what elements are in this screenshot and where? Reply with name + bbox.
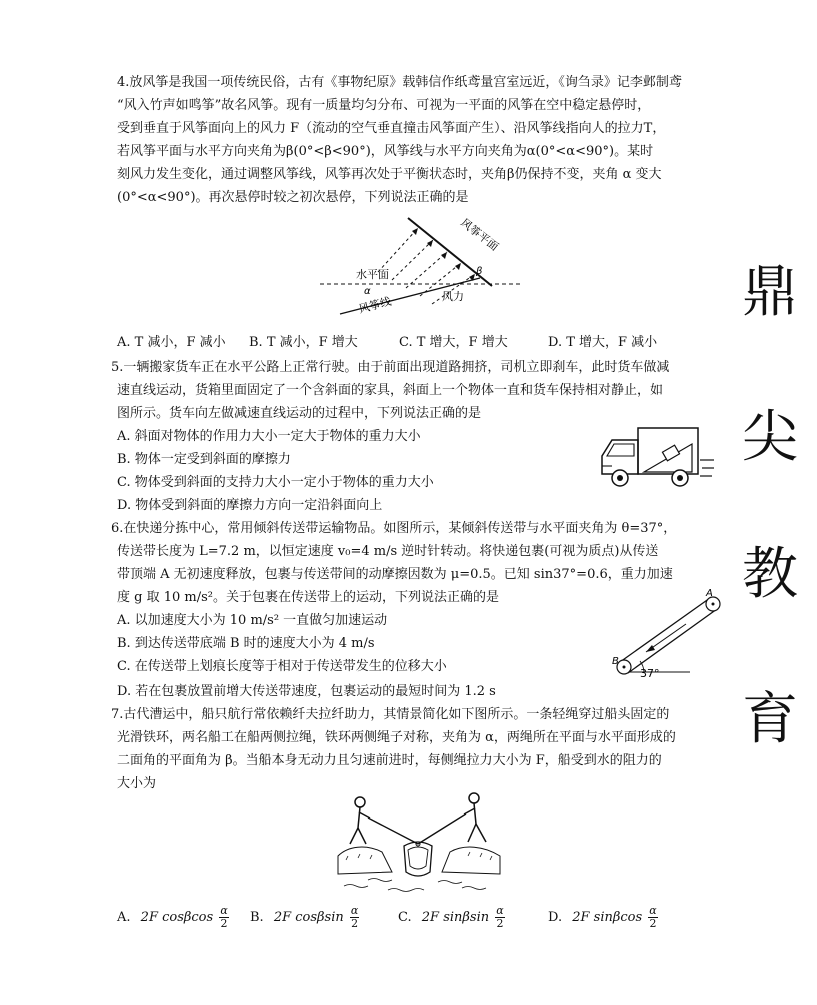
horizontal-plane-label: 水平面 bbox=[356, 268, 389, 281]
q7-option-b-label: B. bbox=[250, 910, 264, 925]
q7-option-c-num: α bbox=[496, 904, 504, 917]
conveyor-figure bbox=[610, 590, 726, 682]
q7-option-b-num: α bbox=[350, 904, 359, 917]
q5-option-c: C. 物体受到斜面的支持力大小一定小于物体的重力大小 bbox=[117, 475, 434, 490]
q7-option-b-expr: 2F cosβsin bbox=[273, 910, 344, 925]
boat-towing-figure bbox=[338, 794, 500, 894]
q7-option-d-label: D. bbox=[548, 910, 563, 925]
wind-force-label: 风力 bbox=[442, 290, 464, 303]
q7-option-c-label: C. bbox=[398, 910, 412, 925]
q4-option-b: B. T 减小，F 增大 bbox=[249, 335, 358, 350]
q6-option-c: C. 在传送带上划痕长度等于相对于传送带发生的位移大小 bbox=[117, 659, 447, 674]
q6-line-2: 传送带长度为 L=7.2 m，以恒定速度 v₀=4 m/s 逆时针转动。将快递包裹(可视为质点)从传送 bbox=[117, 544, 659, 559]
q6-line-3: 带顶端 A 无初速度释放，包裹与传送带间的动摩擦因数为 μ=0.5。已知 sin37°=0.6，重力加速 bbox=[117, 567, 673, 582]
q4-line-3: 受到垂直于风筝面向上的风力 F（流动的空气垂直撞击风筝面产生）、沿风筝线指向人的拉力T， bbox=[117, 121, 666, 136]
q4-option-d: D. T 增大，F 减小 bbox=[548, 335, 658, 350]
q7-option-c bbox=[398, 905, 505, 930]
q5-option-b: B. 物体一定受到斜面的摩擦力 bbox=[117, 452, 291, 467]
q4-line-2: “风入竹声如鸣筝”故名风筝。现有一质量均匀分布、可视为一平面的风筝在空中稳定悬停时， bbox=[117, 98, 651, 113]
angle-label: 37° bbox=[640, 667, 660, 680]
point-a-label: A bbox=[706, 588, 713, 599]
brand-char-3: 教 bbox=[742, 542, 798, 607]
q7-option-a bbox=[117, 905, 229, 930]
q7-option-a-den: 2 bbox=[220, 917, 228, 930]
q7-option-a-frac bbox=[219, 905, 228, 930]
q4-line-5: 刻风力发生变化，通过调整风筝线，风筝再次处于平衡状态时，夹角β仍保持不变，夹角 α 变大 bbox=[117, 167, 662, 182]
q7-line-3: 二面角的平面角为 β。当船本身无动力且匀速前进时，每侧绳拉力大小为 F，船受到水的阻力的 bbox=[117, 753, 662, 768]
q5-option-d: D. 物体受到斜面的摩擦力方向一定沿斜面向上 bbox=[117, 498, 383, 513]
q7-option-c-frac bbox=[495, 905, 504, 930]
kite-string-label: 风筝线 bbox=[357, 294, 393, 316]
q7-line-2: 光滑铁环，两名船工在船两侧拉绳，铁环两侧绳子对称，夹角为 α，两绳所在平面与水平面形成的 bbox=[117, 730, 676, 745]
q4-line-6: (0°<α<90°)。再次悬停时较之初次悬停，下列说法正确的是 bbox=[117, 190, 469, 205]
q6-option-b: B. 到达传送带底端 B 时的速度大小为 4 m/s bbox=[117, 636, 375, 651]
q4-line-4: 若风筝平面与水平方向夹角为β(0°<β<90°)，风筝线与水平方向夹角为α(0°<α<90°)。某时 bbox=[117, 144, 654, 159]
q4-line-1: 4.放风筝是我国一项传统民俗，古有《事物纪原》载韩信作纸鸢量宫室远近，《询刍录》记李邺制鸢 bbox=[117, 75, 682, 90]
q4-option-c: C. T 增大，F 增大 bbox=[399, 335, 508, 350]
kite-plane-label: 风筝平面 bbox=[458, 216, 501, 254]
q6-option-d: D. 若在包裹放置前增大传送带速度，包裹运动的最短时间为 1.2 s bbox=[117, 684, 496, 699]
brand-char-2: 尖 bbox=[742, 405, 798, 470]
q7-option-d-num: α bbox=[649, 904, 657, 917]
q7-option-d-frac bbox=[648, 905, 657, 930]
q7-line-1: 7.古代漕运中，船只航行常依赖纤夫拉纤助力，其情景简化如下图所示。一条轻绳穿过船头固定的 bbox=[111, 707, 670, 722]
q5-line-2: 速直线运动，货箱里面固定了一个含斜面的家具，斜面上一个物体一直和货车保持相对静止，如 bbox=[117, 383, 664, 398]
q6-option-a: A. 以加速度大小为 10 m/s² 一直做匀加速运动 bbox=[117, 613, 388, 628]
q7-option-a-expr: 2F cosβcos bbox=[140, 910, 214, 925]
q7-option-a-num: α bbox=[220, 904, 228, 917]
q7-option-d-den: 2 bbox=[649, 917, 657, 930]
q7-option-b bbox=[250, 905, 359, 930]
alpha-label: α bbox=[364, 286, 371, 297]
q7-option-b-den: 2 bbox=[351, 917, 359, 930]
brand-char-4: 育 bbox=[742, 687, 798, 752]
q5-line-3: 图所示。货车向左做减速直线运动的过程中，下列说法正确的是 bbox=[117, 406, 482, 421]
q6-line-4: 度 g 取 10 m/s²。关于包裹在传送带上的运动，下列说法正确的是 bbox=[117, 590, 499, 605]
q7-line-4: 大小为 bbox=[117, 776, 157, 791]
q7-option-d bbox=[548, 905, 658, 930]
q7-option-c-expr: 2F sinβsin bbox=[421, 910, 490, 925]
q7-option-a-label: A. bbox=[117, 910, 131, 925]
kite-figure bbox=[320, 210, 530, 325]
truck-figure bbox=[598, 422, 716, 494]
beta-label: β bbox=[476, 266, 483, 277]
point-b-label: B bbox=[612, 656, 619, 667]
q7-option-b-frac bbox=[350, 905, 359, 930]
q5-option-a: A. 斜面对物体的作用力大小一定大于物体的重力大小 bbox=[117, 429, 421, 444]
q7-option-c-den: 2 bbox=[496, 917, 504, 930]
q5-line-1: 5.一辆搬家货车正在水平公路上正常行驶。由于前面出现道路拥挤，司机立即刹车，此时货车做减 bbox=[111, 360, 670, 375]
q4-option-a: A. T 减小，F 减小 bbox=[117, 335, 226, 350]
q7-option-d-expr: 2F sinβcos bbox=[572, 910, 643, 925]
brand-char-1: 鼎 bbox=[742, 260, 798, 325]
q6-line-1: 6.在快递分拣中心，常用倾斜传送带运输物品。如图所示，某倾斜传送带与水平面夹角为 θ=37°， bbox=[111, 521, 677, 536]
